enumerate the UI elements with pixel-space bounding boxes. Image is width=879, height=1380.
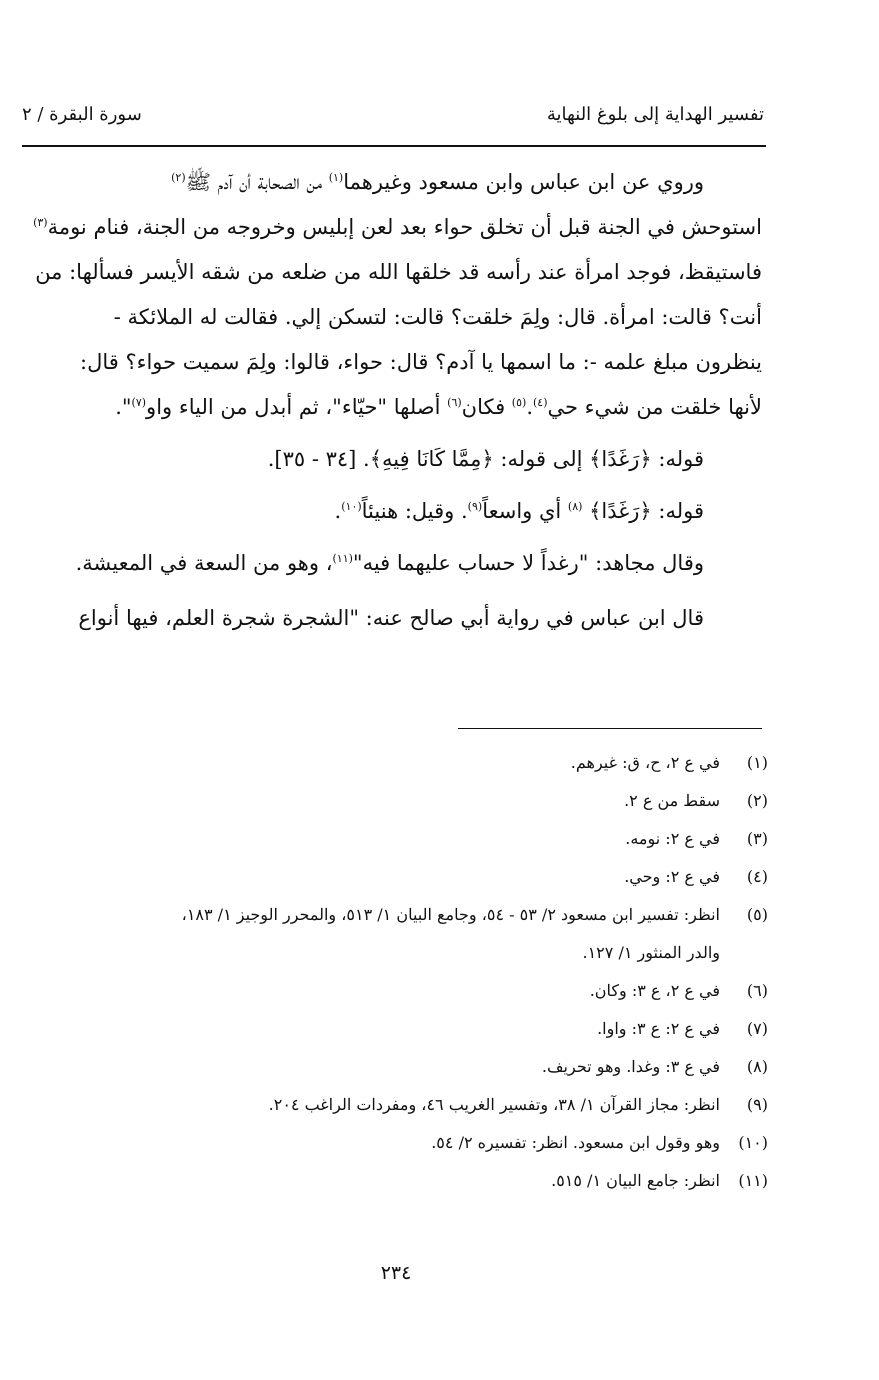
footnote-number: (١) bbox=[746, 753, 768, 772]
text-line: فاستيقظ، فوجد امرأة عند رأسه قد خلقها الله من ضلعه من شقه الأيسر فسألها: من bbox=[35, 260, 762, 284]
footnote-separator bbox=[458, 728, 762, 729]
footnote-number: (٢) bbox=[746, 791, 768, 810]
text-line: استوحش في الجنة قبل أن تخلق حواء بعد لعن إبليس وخروجه من الجنة، فنام نومة$^{(٣)}$ bbox=[33, 215, 762, 239]
footnote bbox=[28, 1016, 768, 1042]
footnote-number: (٨) bbox=[746, 1057, 768, 1076]
quote-paragraph: وقال مجاهد: "رغداً لا حساب عليهما فيه"$^{(١١)}$، وهو من السعة في المعيشة. bbox=[75, 551, 704, 575]
footnote-text: في ع ٣: وغدا. وهو تحريف. bbox=[541, 1057, 720, 1076]
footnote-number: (٧) bbox=[746, 1019, 768, 1038]
text-line: ينظرون مبلغ علمه -: ما اسمها يا آدم؟ قال: حواء، قالوا: ولِمَ سميت حواء؟ قال: bbox=[80, 350, 762, 374]
running-header bbox=[22, 100, 764, 138]
footnote bbox=[28, 788, 768, 814]
footnote-text: سقط من ع ٢. bbox=[624, 791, 720, 810]
footnote-text: انظر: جامع البيان ١/ ٥١٥. bbox=[551, 1171, 720, 1190]
footnote-text: في ع ٢: وحي. bbox=[624, 867, 720, 886]
footnote-text: في ع ٢: ع ٣: واوا. bbox=[597, 1019, 720, 1038]
verse-paragraph: قوله: ﴿رَغَدًا﴾ إلى قوله: ﴿مِمَّا كَانَا فِيهِ﴾. [٣٤ - ٣٥]. bbox=[267, 447, 704, 471]
footnote bbox=[28, 902, 768, 966]
footnote bbox=[28, 1168, 768, 1194]
text-line: وروي عن ابن عباس وابن مسعود وغيرهما$^{(١)}$ من الصحابة أن آدم ﷺ$^{(٢)}$ bbox=[171, 170, 704, 194]
footnote-number: (١١) bbox=[738, 1171, 768, 1190]
footnote bbox=[28, 864, 768, 890]
book-title: تفسير الهداية إلى بلوغ النهاية bbox=[546, 104, 764, 125]
footnote-number: (١٠) bbox=[738, 1133, 768, 1152]
footnote-number: (٣) bbox=[746, 829, 768, 848]
footnote-text: وهو وقول ابن مسعود. انظر: تفسيره ٢/ ٥٤. bbox=[431, 1133, 720, 1152]
footnote-text: انظر: تفسير ابن مسعود ٢/ ٥٣ - ٥٤، وجامع البيان ١/ ٥١٣، والمحرر الوجيز ١/ ١٨٣، والدر المنثور ١/ ١٢٧. bbox=[28, 902, 720, 966]
main-text bbox=[33, 160, 762, 641]
surah-label: سورة البقرة / ٢ bbox=[22, 104, 142, 125]
page-number: ٢٣٤ bbox=[380, 1262, 412, 1284]
footnote-text: في ع ٢، ع ٣: وكان. bbox=[589, 981, 720, 1000]
footnote-text: انظر: مجاز القرآن ١/ ٣٨، وتفسير الغريب ٤٦، ومفردات الراغب ٢٠٤. bbox=[268, 1095, 720, 1114]
footnote-number: (٤) bbox=[746, 867, 768, 886]
footnote bbox=[28, 1054, 768, 1080]
footnote bbox=[28, 1092, 768, 1118]
text-line: لأنها خلقت من شيء حي$^{(٤)}$.$^{(٥)}$ فكان$^{(٦)}$ أصلها "حيّاء"، ثم أبدل من الياء واو$^{(٧)}$". bbox=[115, 395, 762, 419]
footnote bbox=[28, 750, 768, 776]
text-line: أنت؟ قالت: امرأة. قال: ولِمَ خلقت؟ قالت: لتسكن إلي. فقالت له الملائكة - bbox=[113, 305, 762, 329]
footnote bbox=[28, 826, 768, 852]
footnote-continuation: والدر المنثور ١/ ١٢٧. bbox=[582, 943, 720, 962]
quote-paragraph: قال ابن عباس في رواية أبي صالح عنه: "الشجرة شجرة العلم، فيها أنواع bbox=[78, 606, 704, 630]
footnote-number: (٥) bbox=[746, 905, 768, 924]
footnote-number: (٩) bbox=[746, 1095, 768, 1114]
footnote-text: في ع ٢: نومه. bbox=[625, 829, 720, 848]
footnotes bbox=[28, 750, 768, 1206]
footnote-text: في ع ٢، ح، ق: غيرهم. bbox=[570, 753, 720, 772]
footnote bbox=[28, 1130, 768, 1156]
footnote-number: (٦) bbox=[746, 981, 768, 1000]
footnote bbox=[28, 978, 768, 1004]
gloss-paragraph: قوله: ﴿رَغَدًا﴾ $^{(٨)}$ أي واسعاً$^{(٩)}$. وقيل: هنيئاً$^{(١٠)}$. bbox=[334, 499, 704, 523]
header-rule bbox=[22, 145, 766, 147]
